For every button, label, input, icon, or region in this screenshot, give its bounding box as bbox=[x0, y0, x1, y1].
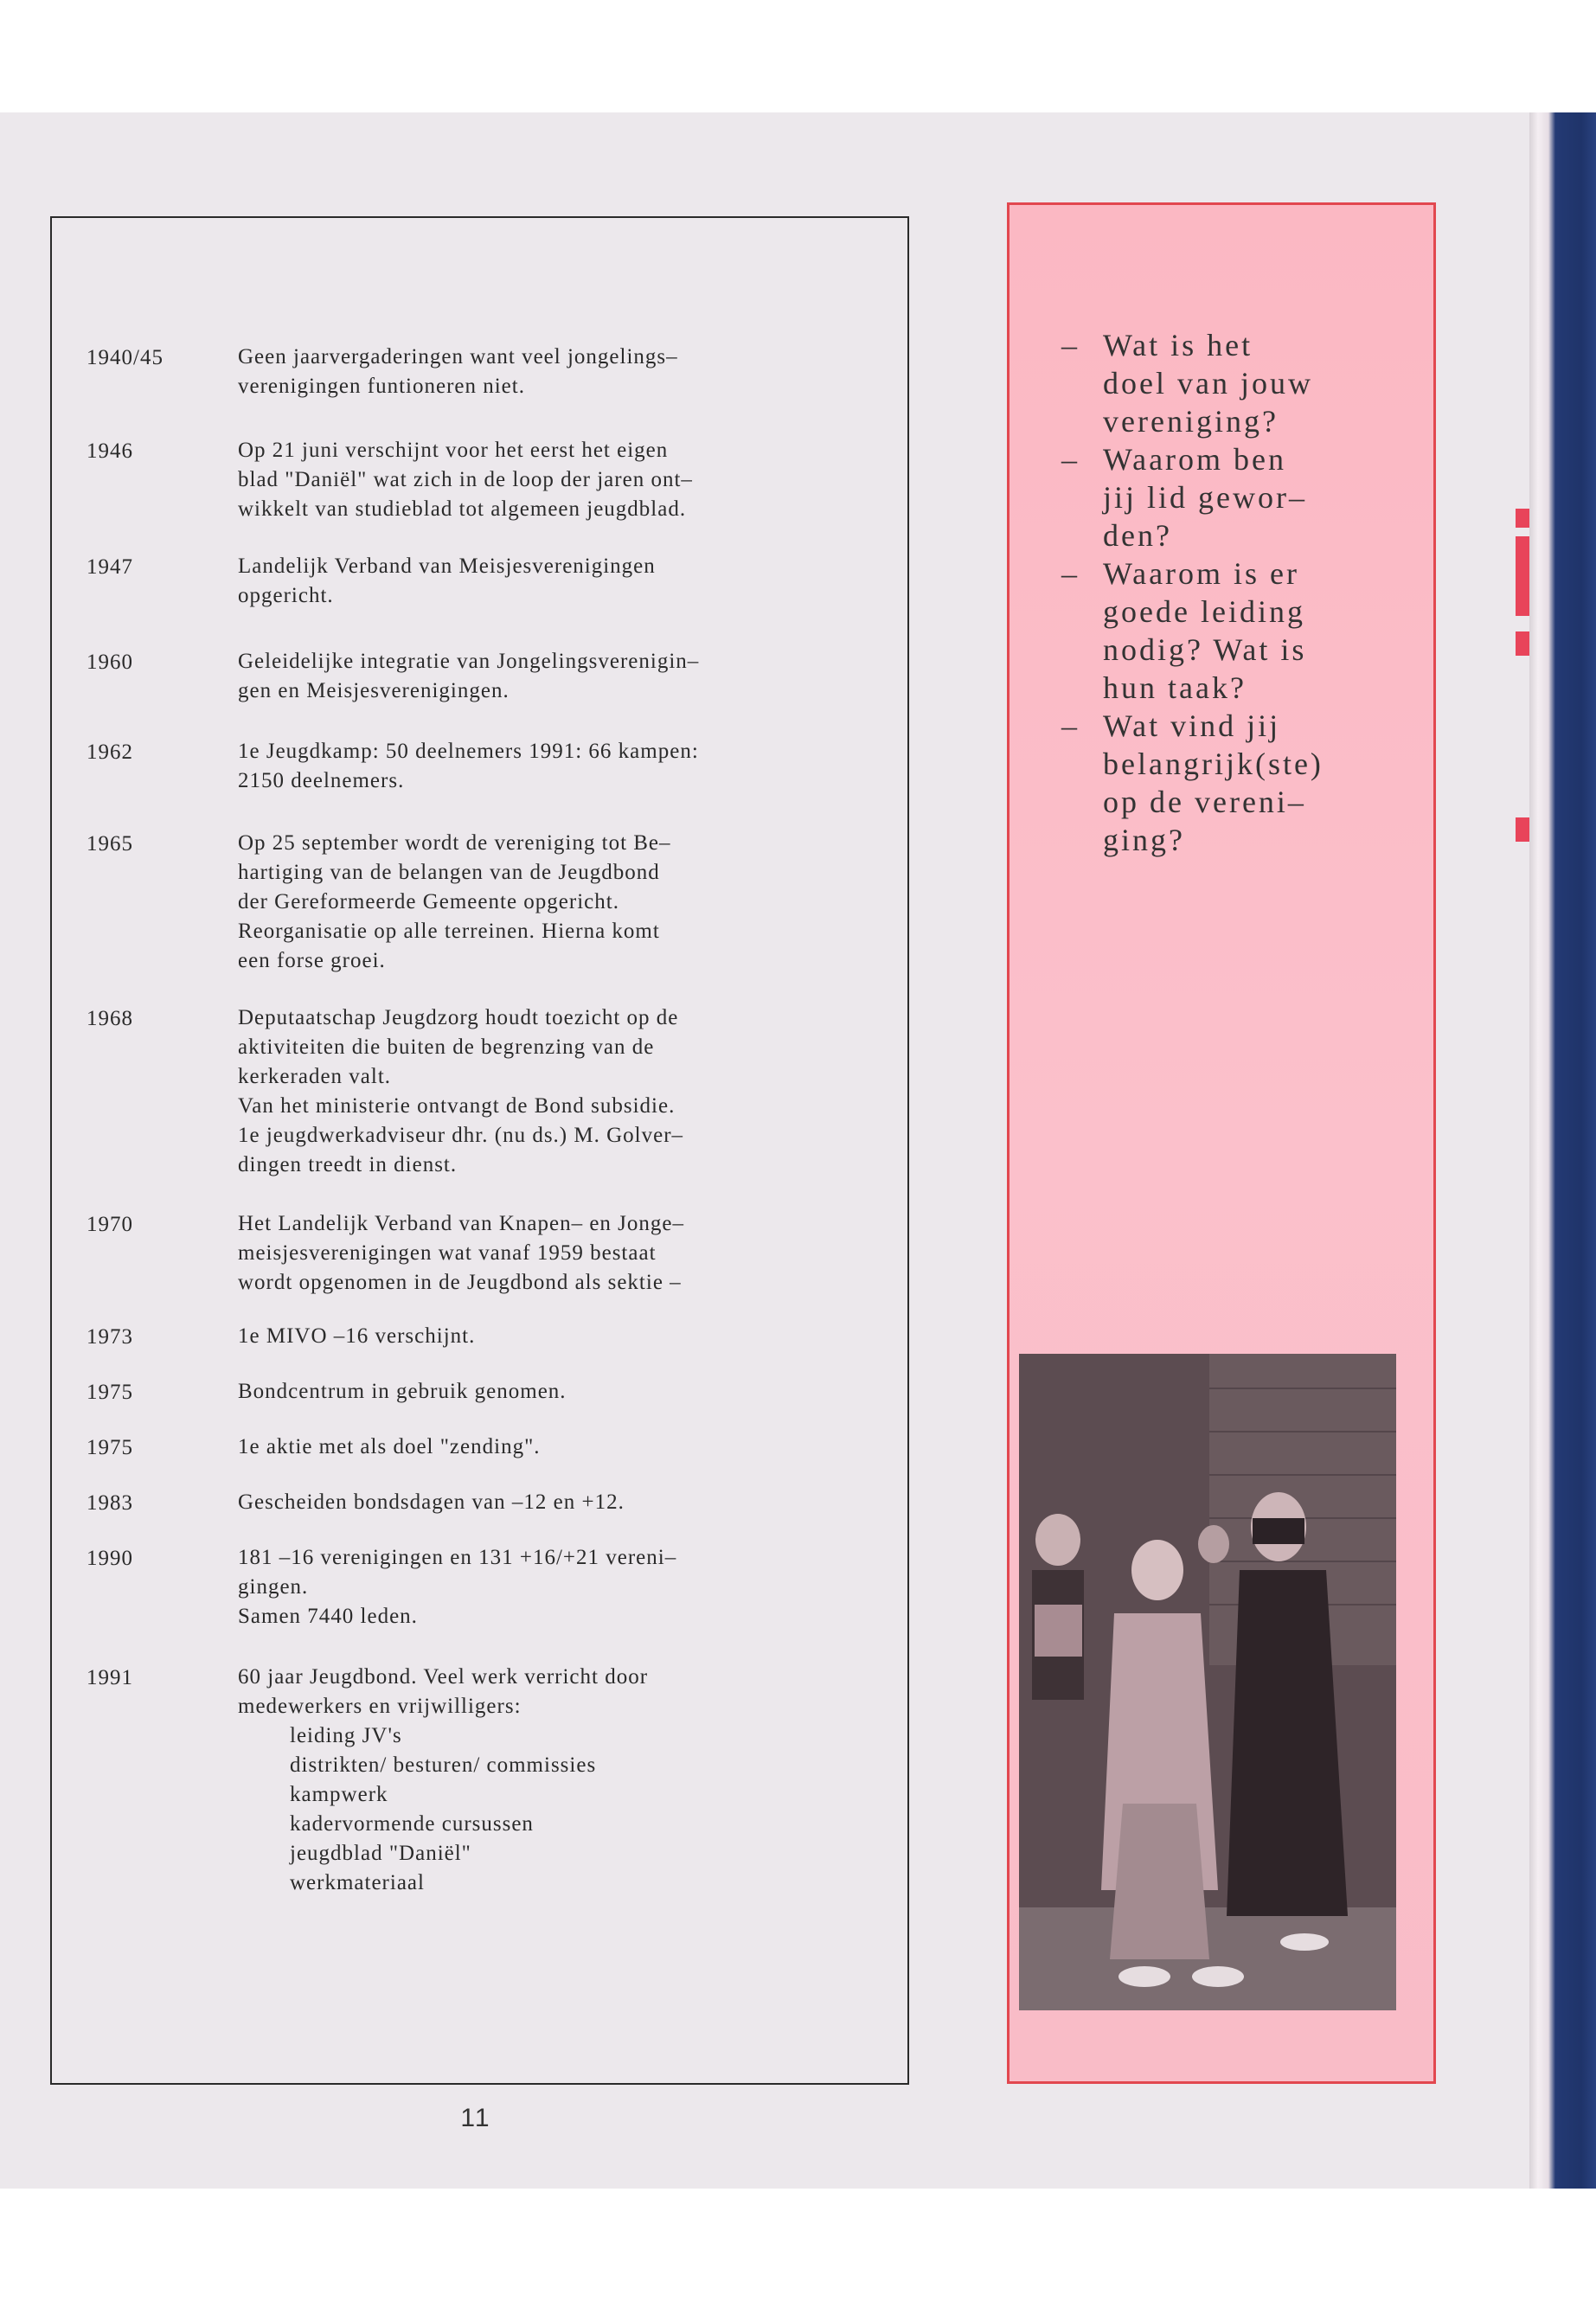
timeline-text bbox=[238, 1322, 816, 1351]
timeline-list-item: werkmateriaal bbox=[290, 1871, 425, 1894]
timeline-list-item: distrikten/ besturen/ commissies bbox=[290, 1753, 597, 1777]
question-dash: – bbox=[1061, 708, 1080, 743]
timeline-year: 1962 bbox=[87, 740, 133, 764]
book-cover-edge bbox=[1529, 112, 1596, 2189]
question-line: vereniging? bbox=[1103, 404, 1279, 439]
question-line: jij lid gewor– bbox=[1103, 480, 1307, 515]
question-line: goede leiding bbox=[1103, 594, 1305, 629]
question-dash: – bbox=[1061, 556, 1080, 591]
scan-background-bottom bbox=[0, 2189, 1596, 2301]
timeline-year: 1990 bbox=[87, 1547, 133, 1570]
timeline-year: 1991 bbox=[87, 1666, 133, 1689]
timeline-text-line: 60 jaar Jeugdbond. Veel werk verricht door bbox=[238, 1665, 649, 1689]
timeline-text-line: 1e Jeugdkamp: 50 deelnemers 1991: 66 kampen: bbox=[238, 740, 699, 763]
question-item bbox=[1061, 554, 1399, 707]
timeline-text bbox=[238, 1663, 816, 1898]
timeline-text bbox=[238, 737, 816, 796]
timeline-text-line: wordt opgenomen in de Jeugdbond als sektie – bbox=[238, 1271, 682, 1294]
question-line: doel van jouw bbox=[1103, 366, 1313, 401]
timeline-year: 1975 bbox=[87, 1436, 133, 1459]
timeline-text-line: Op 25 september wordt de vereniging tot Be– bbox=[238, 831, 671, 855]
timeline-text-line: hartiging van de belangen van de Jeugdbond bbox=[238, 861, 660, 884]
question-line: den? bbox=[1103, 518, 1172, 553]
timeline-text-line: kerkeraden valt. bbox=[238, 1065, 392, 1088]
timeline-text bbox=[238, 552, 816, 611]
cover-edge-mark bbox=[1516, 631, 1529, 656]
timeline-text-line: Samen 7440 leden. bbox=[238, 1605, 418, 1628]
question-line: Waarom is er bbox=[1103, 556, 1300, 591]
timeline-text-line: Van het ministerie ontvangt de Bond subsidie. bbox=[238, 1094, 676, 1118]
page-number: 11 bbox=[460, 2104, 491, 2132]
cover-edge-mark bbox=[1516, 536, 1529, 616]
timeline-text bbox=[238, 647, 816, 706]
photo-illustration bbox=[1019, 1354, 1396, 2010]
photo-youth-group bbox=[1019, 1354, 1396, 2010]
timeline-text-line: 2150 deelnemers. bbox=[238, 769, 405, 792]
timeline-year: 1973 bbox=[87, 1325, 133, 1349]
timeline-text-line: Op 21 juni verschijnt voor het eerst het eigen bbox=[238, 439, 669, 462]
timeline-text bbox=[238, 1488, 816, 1517]
timeline-text bbox=[238, 1003, 816, 1180]
timeline-year: 1940/45 bbox=[87, 346, 163, 369]
question-dash: – bbox=[1061, 442, 1080, 477]
timeline-year: 1968 bbox=[87, 1007, 133, 1030]
question-line: belangrijk(ste) bbox=[1103, 747, 1324, 781]
timeline-text bbox=[238, 436, 816, 524]
question-line: Wat vind jij bbox=[1103, 708, 1281, 743]
question-line: Waarom ben bbox=[1103, 442, 1287, 477]
timeline-year: 1975 bbox=[87, 1381, 133, 1404]
timeline-text bbox=[238, 1543, 816, 1631]
timeline-text-line: gingen. bbox=[238, 1575, 309, 1599]
timeline-year: 1970 bbox=[87, 1213, 133, 1236]
timeline-text bbox=[238, 1377, 816, 1407]
timeline-year: 1960 bbox=[87, 651, 133, 674]
timeline-text-line: een forse groei. bbox=[238, 949, 386, 972]
timeline-year: 1947 bbox=[87, 555, 133, 579]
timeline-text-line: meisjesverenigingen wat vanaf 1959 bestaat bbox=[238, 1241, 657, 1265]
timeline-text-line: opgericht. bbox=[238, 584, 334, 607]
timeline-text bbox=[238, 343, 816, 401]
timeline-text-line: verenigingen funtioneren niet. bbox=[238, 375, 525, 398]
timeline-box bbox=[50, 216, 909, 2085]
timeline-text-line: 181 –16 verenigingen en 131 +16/+21 vereni– bbox=[238, 1546, 677, 1569]
timeline-text-line: Reorganisatie op alle terreinen. Hierna komt bbox=[238, 920, 660, 943]
timeline-list-item: kampwerk bbox=[290, 1783, 388, 1806]
timeline-list-item: kadervormende cursussen bbox=[290, 1812, 534, 1836]
scan-background-top bbox=[0, 0, 1596, 112]
question-item bbox=[1061, 326, 1399, 440]
timeline-list-item: jeugdblad "Daniël" bbox=[290, 1842, 471, 1865]
timeline-text bbox=[238, 1433, 816, 1462]
timeline-text-line: der Gereformeerde Gemeente opgericht. bbox=[238, 890, 619, 913]
timeline-text-line: aktiviteiten die buiten de begrenzing van de bbox=[238, 1035, 655, 1059]
timeline-list-item: leiding JV's bbox=[290, 1724, 402, 1747]
timeline-text-line: dingen treedt in dienst. bbox=[238, 1153, 458, 1176]
question-line: ging? bbox=[1103, 823, 1185, 857]
timeline-text-line: 1e MIVO –16 verschijnt. bbox=[238, 1324, 476, 1348]
timeline-text-line: Landelijk Verband van Meisjesverenigingen bbox=[238, 554, 656, 578]
question-line: hun taak? bbox=[1103, 670, 1247, 705]
timeline-text bbox=[238, 829, 816, 976]
timeline-year: 1983 bbox=[87, 1491, 133, 1515]
timeline-text-line: 1e jeugdwerkadviseur dhr. (nu ds.) M. Golver– bbox=[238, 1124, 684, 1147]
timeline-text-line: Het Landelijk Verband van Knapen– en Jonge– bbox=[238, 1212, 685, 1235]
question-list bbox=[1061, 326, 1399, 859]
timeline-text-line: Deputaatschap Jeugdzorg houdt toezicht op de bbox=[238, 1006, 679, 1029]
question-dash: – bbox=[1061, 328, 1080, 362]
timeline-text-line: wikkelt van studieblad tot algemeen jeugdblad. bbox=[238, 497, 687, 521]
question-item bbox=[1061, 707, 1399, 859]
timeline-text-line: 1e aktie met als doel "zending". bbox=[238, 1435, 541, 1458]
timeline-text bbox=[238, 1209, 816, 1298]
timeline-text-line: Geen jaarvergaderingen want veel jongelings– bbox=[238, 345, 678, 369]
question-item bbox=[1061, 440, 1399, 554]
timeline-text-line: Geleidelijke integratie van Jongelingsverenigin– bbox=[238, 650, 700, 673]
question-line: nodig? Wat is bbox=[1103, 632, 1307, 667]
timeline-year: 1965 bbox=[87, 832, 133, 856]
timeline-text-line: gen en Meisjesverenigingen. bbox=[238, 679, 510, 702]
timeline-text-line: Gescheiden bondsdagen van –12 en +12. bbox=[238, 1490, 625, 1514]
cover-edge-mark bbox=[1516, 509, 1529, 528]
timeline-text-line: Bondcentrum in gebruik genomen. bbox=[238, 1380, 567, 1403]
timeline-text-line: blad "Daniël" wat zich in de loop der jaren ont– bbox=[238, 468, 693, 491]
timeline-year: 1946 bbox=[87, 439, 133, 463]
timeline-text-line: medewerkers en vrijwilligers: bbox=[238, 1695, 522, 1718]
question-line: Wat is het bbox=[1103, 328, 1253, 362]
question-line: op de vereni– bbox=[1103, 785, 1306, 819]
cover-edge-mark bbox=[1516, 817, 1529, 842]
